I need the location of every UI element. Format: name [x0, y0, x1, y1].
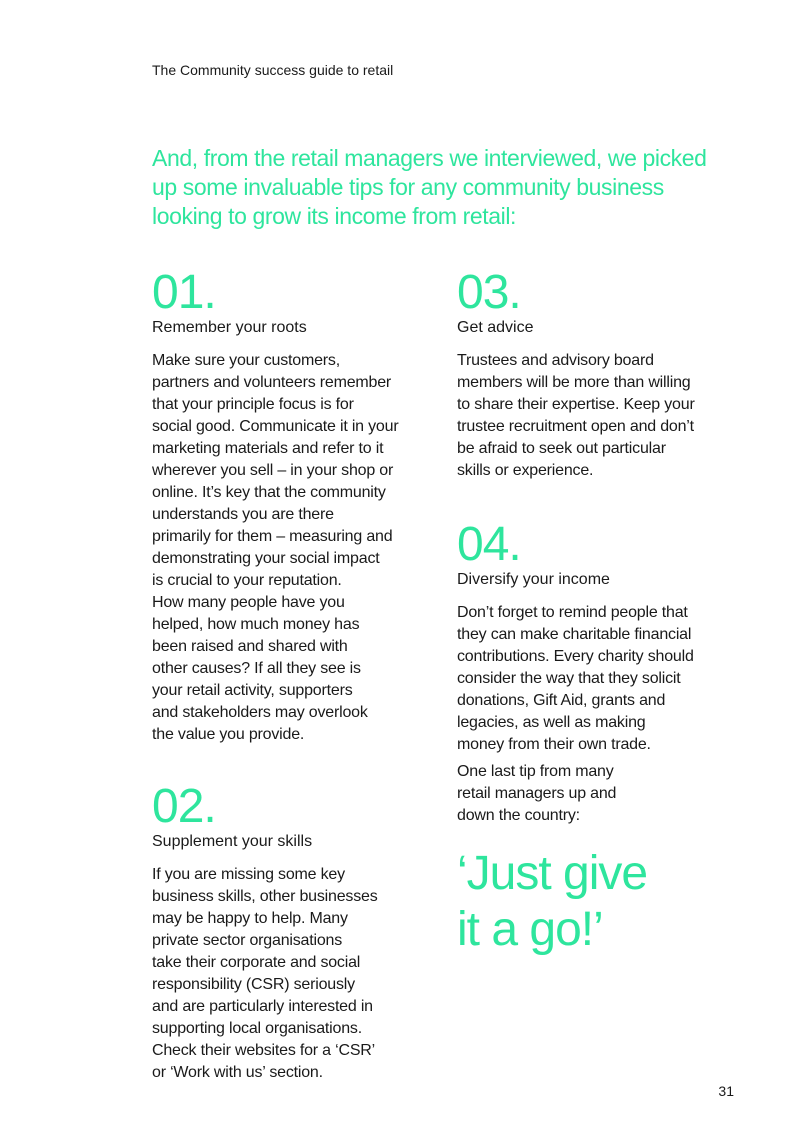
closing-text: One last tip from many retail managers up and down the country:	[457, 763, 617, 824]
tip-number: 02.	[152, 780, 216, 833]
tip-body: Trustees and advisory board members will be more than willing to share their expertise. Keep your trustee recruitment open and don’t be afraid to seek out particular skills or experience.	[457, 352, 695, 479]
tip-heading: Supplement your skills	[152, 833, 313, 850]
tip-body: Don’t forget to remind people that they can make charitable financial contributions. Every charity should consider the way that they solicit donations, Gift Aid, grants and legacies, as well as making money from their own trade.	[457, 604, 694, 753]
running-head: The Community success guide to retail	[152, 62, 394, 78]
tip-03	[457, 268, 727, 482]
intro-text: And, from the retail managers we interviewed, we picked up some invaluable tips for any community business looking to grow its income from retail:	[152, 145, 707, 229]
tip-02	[152, 782, 422, 1084]
tip-body: If you are missing some key business skills, other businesses may be happy to help. Many private sector organisations take their corporate and social responsibility (CSR) seriously and are particularly interested in supporting local organisations. Check their websites for a ‘CSR’ or ‘Work with us’ section.	[152, 866, 378, 1081]
tip-heading: Diversify your income	[457, 571, 610, 588]
tip-number: 01.	[152, 266, 216, 319]
tip-heading: Get advice	[457, 319, 534, 336]
tip-04	[457, 520, 727, 756]
pull-quote: ‘Just give it a go!’	[457, 847, 648, 956]
tip-body: Make sure your customers, partners and volunteers remember that your principle focus is for social good. Communicate it in your marketing materials and refer to it wherever you sell – in your shop or online. It’s key that the community understands you are there primarily for them – measuring and demonstrating your social impact is crucial to your reputation. How many people have you helped, how much money has been raised and shared with other causes? If all they see is your retail activity, supporters and stakeholders may overlook the value you provide.	[152, 352, 399, 743]
tip-01	[152, 268, 422, 746]
tip-number: 04.	[457, 518, 521, 571]
tip-number: 03.	[457, 266, 521, 319]
tip-heading: Remember your roots	[152, 319, 307, 336]
page-number: 31	[718, 1083, 734, 1099]
